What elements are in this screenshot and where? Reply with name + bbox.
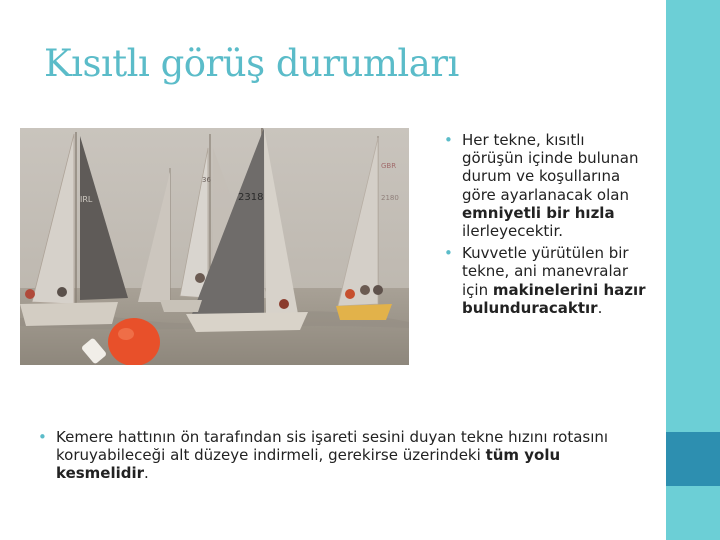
svg-text:2180: 2180: [381, 194, 399, 202]
list-item: [38, 428, 618, 483]
svg-text:2318: 2318: [238, 192, 264, 203]
bullet-marker: •: [444, 131, 453, 149]
bullet-emphasis: emniyetli bir hızla: [462, 203, 615, 222]
bullet-text: Kuvvetle yürütülen bir tekne, ani manevralar için: [462, 244, 629, 299]
list-item: [444, 244, 649, 317]
bullet-text-end: .: [597, 298, 603, 317]
bullet-emphasis: makinelerini hazır bulunduracaktır: [462, 280, 646, 317]
fog-sailboats-photo: [20, 128, 409, 365]
bullet-marker: •: [444, 244, 453, 263]
right-decor-accent: [666, 432, 720, 486]
bullet-marker: •: [38, 428, 47, 446]
svg-text:36: 36: [202, 176, 211, 184]
list-item: [444, 131, 649, 240]
bottom-bullet-list: [38, 428, 618, 487]
slide-title: Kısıtlı görüş durumları: [44, 42, 459, 85]
bullet-text: Kemere hattının ön tarafından sis işareti sesini duyan tekne hızını rotasını koruyabileceği alt düzeye indirmeli, gerekirse üzerindeki: [56, 428, 609, 465]
right-bullet-list: [444, 131, 649, 321]
svg-text:GBR: GBR: [381, 162, 397, 170]
bullet-text-end: .: [144, 464, 149, 483]
bullet-emphasis: tüm yolu kesmelidir: [56, 446, 561, 483]
bullet-text: Her tekne, kısıtlı görüşün içinde bulunan durum ve koşullarına göre ayarlanacak olan: [462, 131, 639, 204]
bullet-text-end: ilerleyecektir.: [462, 222, 564, 241]
svg-text:IRL: IRL: [80, 195, 93, 204]
